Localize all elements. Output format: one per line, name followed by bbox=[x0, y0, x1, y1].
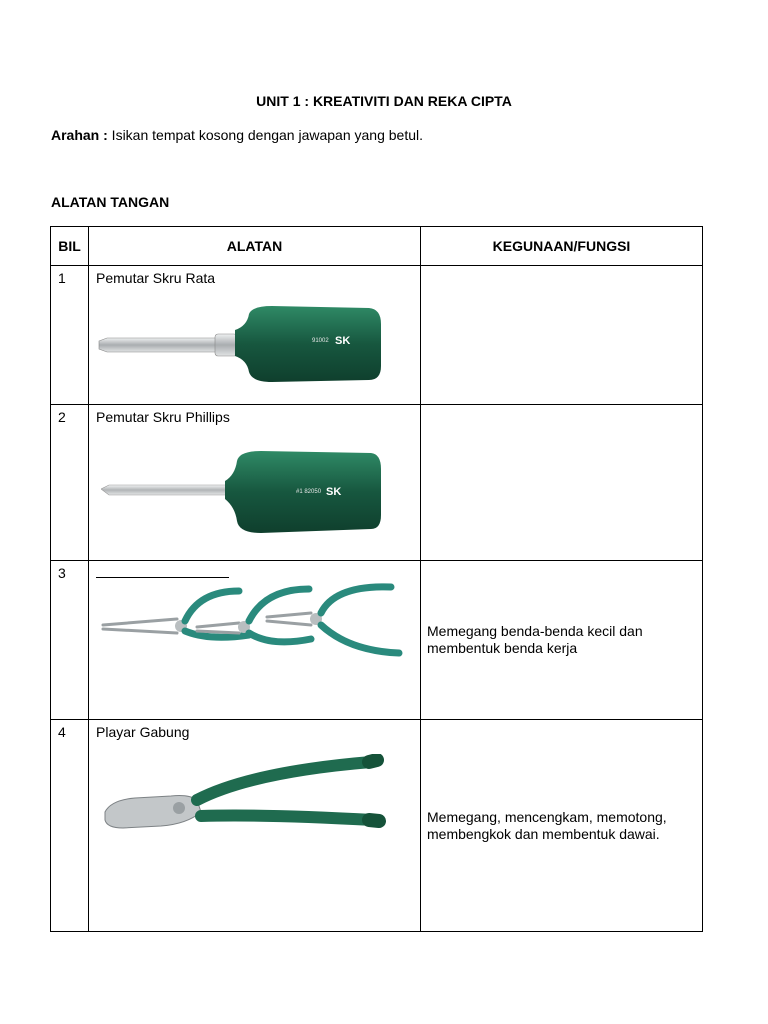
function-cell bbox=[421, 405, 703, 561]
function-text: membengkok dan membentuk dawai. bbox=[427, 825, 660, 842]
tool-cell bbox=[89, 266, 421, 405]
function-cell bbox=[421, 561, 703, 720]
header-bil: BIL bbox=[51, 227, 89, 266]
code-label: #1 82050 bbox=[296, 489, 322, 495]
table-row bbox=[51, 405, 703, 561]
code-label: 91002 bbox=[312, 338, 329, 344]
function-text: membentuk benda kerja bbox=[427, 640, 578, 656]
brand-logo: SK bbox=[326, 486, 342, 498]
section-title: ALATAN TANGAN bbox=[51, 194, 170, 210]
combination-pliers-image bbox=[101, 754, 401, 844]
table-row bbox=[51, 266, 703, 405]
phillips-screwdriver-image bbox=[101, 447, 401, 537]
function-text: Memegang benda-benda kecil dan bbox=[427, 623, 643, 639]
function-cell bbox=[421, 266, 703, 405]
tool-name: Pemutar Skru Phillips bbox=[96, 409, 230, 425]
tool-cell bbox=[89, 720, 421, 932]
function-text: Memegang, mencengkam, memotong, bbox=[427, 808, 667, 825]
tool-name: Pemutar Skru Rata bbox=[96, 270, 216, 286]
needle-nose-pliers-image bbox=[99, 581, 409, 663]
table-header-row bbox=[51, 227, 703, 266]
flat-screwdriver-image bbox=[97, 304, 397, 384]
header-kegunaan: KEGUNAAN/FUNGSI bbox=[421, 227, 703, 266]
header-alatan: ALATAN bbox=[89, 227, 421, 266]
instruction-label: Arahan : bbox=[51, 127, 108, 143]
answer-blank[interactable] bbox=[96, 563, 229, 578]
function-cell bbox=[421, 720, 703, 932]
row-number: 4 bbox=[51, 720, 89, 932]
tool-cell bbox=[89, 405, 421, 561]
page-title: UNIT 1 : KREATIVITI DAN REKA CIPTA bbox=[256, 93, 512, 109]
brand-logo: SK bbox=[335, 335, 351, 347]
tools-table bbox=[50, 226, 703, 932]
table-row bbox=[51, 720, 703, 932]
row-number: 2 bbox=[51, 405, 89, 561]
instruction bbox=[51, 127, 423, 143]
tool-cell bbox=[89, 561, 421, 720]
row-number: 1 bbox=[51, 266, 89, 405]
tool-name: Playar Gabung bbox=[96, 724, 190, 740]
instruction-text: Isikan tempat kosong dengan jawapan yang betul. bbox=[107, 127, 424, 143]
table-row bbox=[51, 561, 703, 720]
row-number: 3 bbox=[51, 561, 89, 720]
